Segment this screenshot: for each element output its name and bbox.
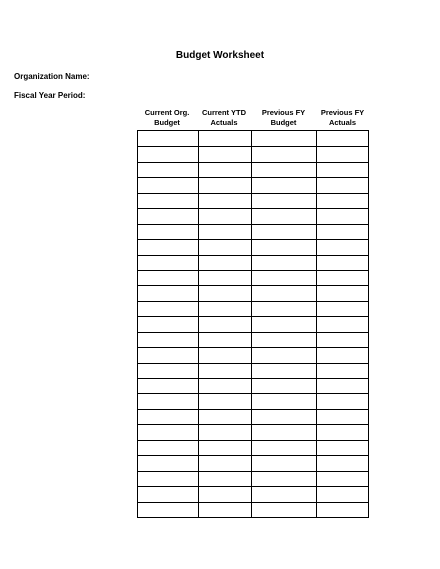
column-header-previous-fy-actuals [316, 108, 369, 128]
row-divider [138, 270, 368, 271]
row-divider [138, 393, 368, 394]
row-divider [138, 502, 368, 503]
row-divider [138, 255, 368, 256]
column-header-line: Actuals [328, 118, 357, 127]
worksheet-title: Budget Worksheet [175, 50, 265, 61]
row-divider [138, 332, 368, 333]
column-header-line: Budget [154, 118, 180, 127]
row-divider [138, 239, 368, 240]
column-header-previous-fy-budget [251, 108, 316, 128]
column-divider [251, 131, 252, 517]
row-divider [138, 440, 368, 441]
row-divider [138, 455, 368, 456]
column-header-line: Previous FY [320, 108, 365, 117]
row-divider [138, 301, 368, 302]
row-divider [138, 208, 368, 209]
column-header-line: Current Org. [144, 108, 190, 117]
row-divider [138, 363, 368, 364]
column-divider [198, 131, 199, 517]
row-divider [138, 424, 368, 425]
row-divider [138, 193, 368, 194]
row-divider [138, 471, 368, 472]
row-divider [138, 146, 368, 147]
column-header-current-ytd-actuals [197, 108, 251, 128]
row-divider [138, 316, 368, 317]
row-divider [138, 378, 368, 379]
column-header-line: Current YTD [201, 108, 247, 117]
column-header-line: Previous FY [261, 108, 306, 117]
column-header-line: Budget [270, 118, 297, 127]
row-divider [138, 224, 368, 225]
column-divider [316, 131, 317, 517]
row-divider [138, 347, 368, 348]
column-header-current-org-budget [137, 108, 197, 128]
row-divider [138, 177, 368, 178]
budget-table-grid [137, 130, 369, 518]
fiscal-year-period-label: Fiscal Year Period: [14, 91, 86, 100]
row-divider [138, 285, 368, 286]
row-divider [138, 486, 368, 487]
row-divider [138, 162, 368, 163]
table-header [137, 108, 369, 130]
row-divider [138, 409, 368, 410]
organization-name-label: Organization Name: [14, 72, 90, 81]
column-header-line: Actuals [210, 118, 238, 127]
